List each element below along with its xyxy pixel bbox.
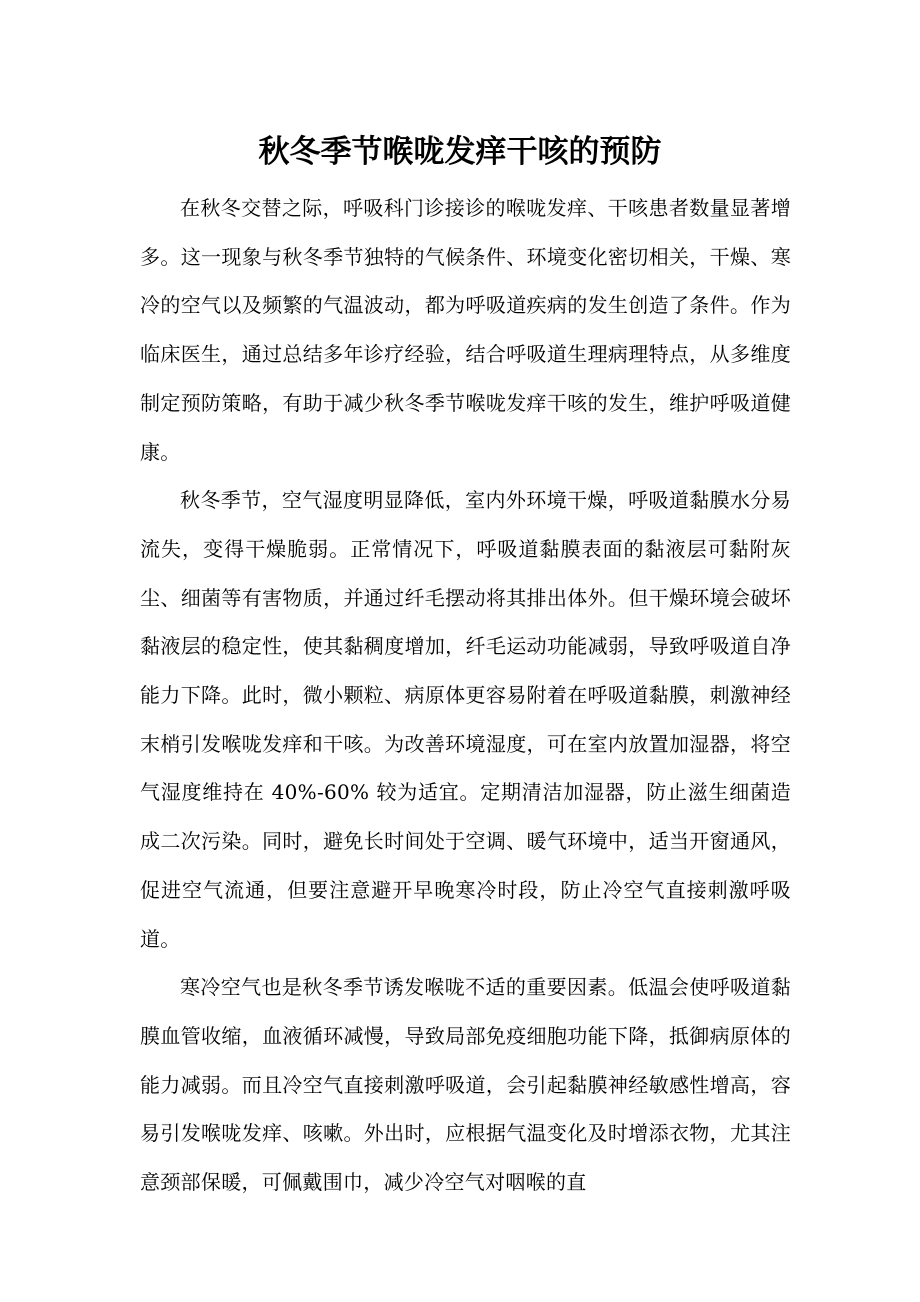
article-body (140, 184, 791, 1207)
paragraph-2: 秋冬季节，空气湿度明显降低，室内外环境干燥，呼吸道黏膜水分易流失，变得干燥脆弱。正常情况下，呼吸道黏膜表面的黏液层可黏附灰尘、细菌等有害物质，并通过纤毛摆动将其排出体外。但干燥环境会破坏黏液层的稳定性，使其黏稠度增加，纤毛运动功能减弱，导致呼吸道自净能力下降。此时，微小颗粒、病原体更容易附着在呼吸道黏膜，刺激神经末梢引发喉咙发痒和干咳。为改善环境湿度，可在室内放置加湿器，将空气湿度维持在 40%-60% 较为适宜。定期清洁加湿器，防止滋生细菌造成二次污染。同时，避免长时间处于空调、暖气环境中，适当开窗通风，促进空气流通，但要注意避开早晚寒冷时段，防止冷空气直接刺激呼吸道。 (140, 488, 791, 951)
page-title: 秋冬季节喉咙发痒干咳的预防 (258, 134, 662, 170)
paragraph-1: 在秋冬交替之际，呼吸科门诊接诊的喉咙发痒、干咳患者数量显著增多。这一现象与秋冬季节独特的气候条件、环境变化密切相关，干燥、寒冷的空气以及频繁的气温波动，都为呼吸道疾病的发生创造了条件。作为临床医生，通过总结多年诊疗经验，结合呼吸道生理病理特点，从多维度制定预防策略，有助于减少秋冬季节喉咙发痒干咳的发生，维护呼吸道健康。 (140, 196, 791, 464)
paragraph-3: 寒冷空气也是秋冬季节诱发喉咙不适的重要因素。低温会使呼吸道黏膜血管收缩，血液循环减慢，导致局部免疫细胞功能下降，抵御病原体的能力减弱。而且冷空气直接刺激呼吸道，会引起黏膜神经敏感性增高，容易引发喉咙发痒、咳嗽。外出时，应根据气温变化及时增添衣物，尤其注意颈部保暖，可佩戴围巾，减少冷空气对咽喉的直 (140, 975, 791, 1195)
